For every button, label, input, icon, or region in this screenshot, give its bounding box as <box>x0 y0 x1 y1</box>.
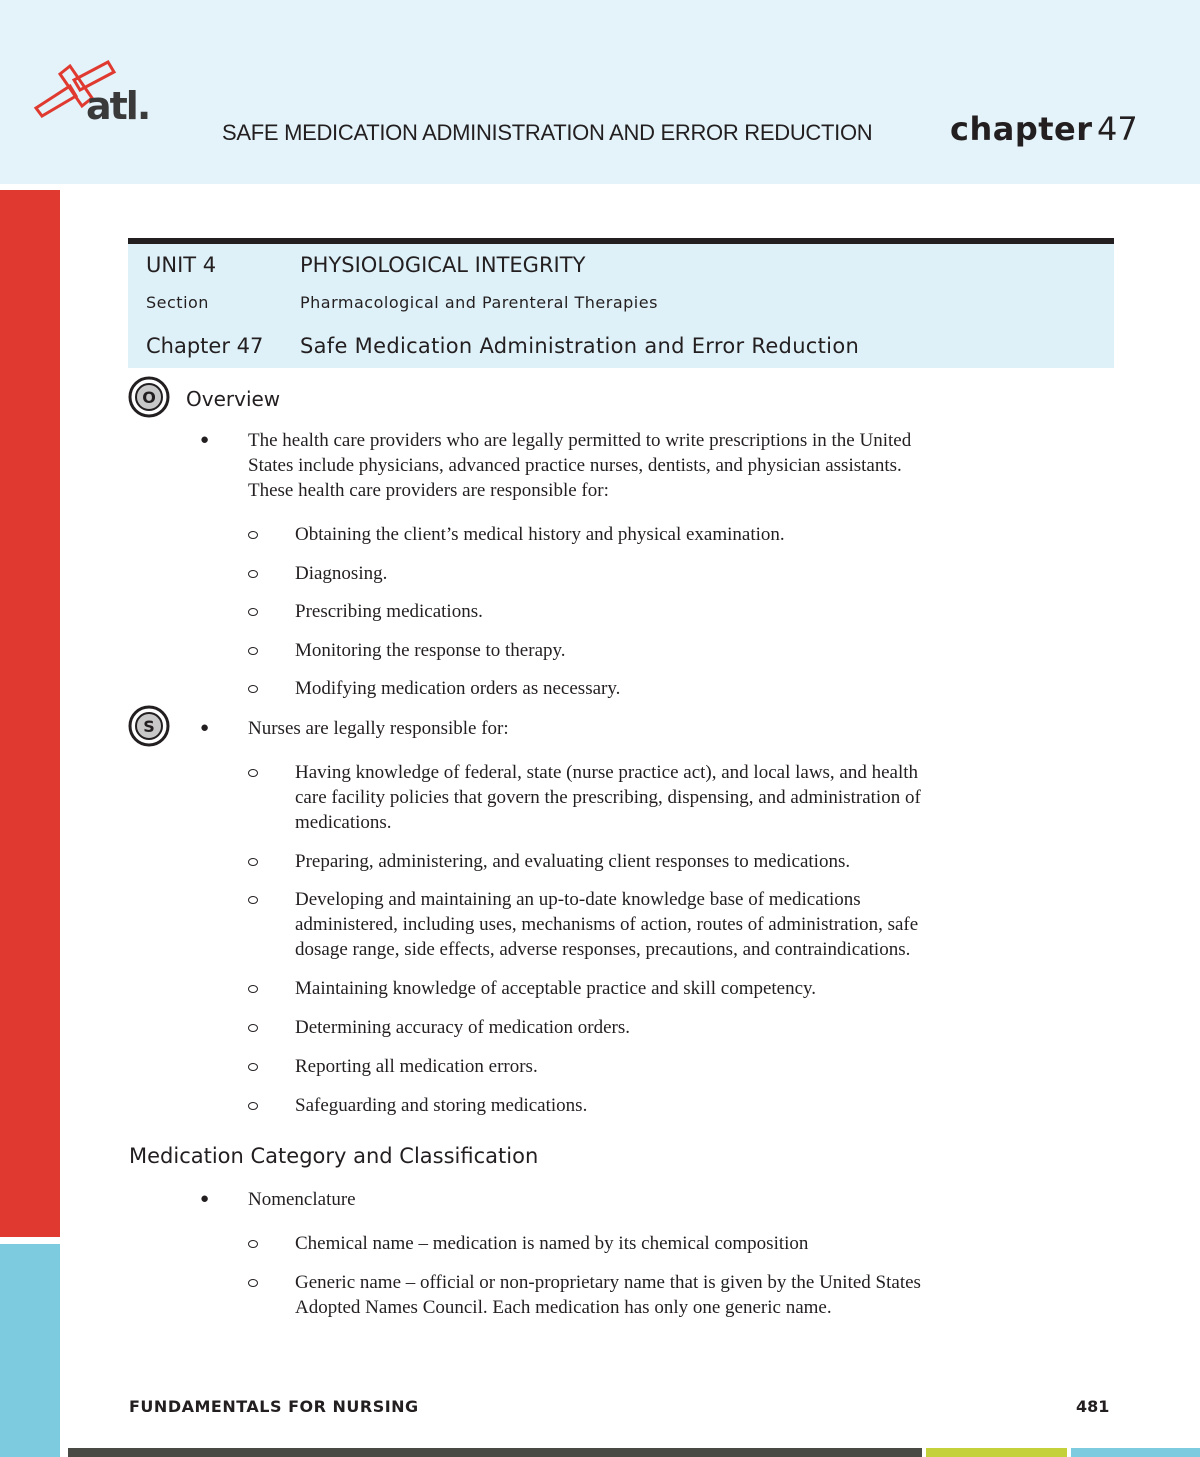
nurse-duty-1-line-1: Having knowledge of federal, state (nurse practice act), and local laws, and health <box>295 762 919 783</box>
side-bar-red <box>0 190 60 1237</box>
provider-duty-3: Prescribing medications. <box>295 601 483 622</box>
chapter-value: Safe Medication Administration and Error Reduction <box>300 334 860 358</box>
provider-duty-4: Monitoring the response to therapy. <box>295 640 566 661</box>
overview-bullet-2: Nurses are legally responsible for: <box>248 718 509 739</box>
overview-icon-letter: O <box>142 388 156 407</box>
bottom-band-dark <box>68 1448 922 1457</box>
side-bar-blue <box>0 1244 60 1457</box>
sub-bullet-icon <box>248 608 258 616</box>
footer-book-title: FUNDAMENTALS FOR NURSING <box>129 1397 419 1416</box>
bottom-band-blue <box>1071 1448 1200 1457</box>
nomenclature-bullet: Nomenclature <box>248 1189 356 1210</box>
sub-bullet-icon <box>248 1024 258 1032</box>
sub-bullet-icon <box>248 1063 258 1071</box>
bullet-dot-icon: ● <box>200 432 210 448</box>
chapter-number: 47 <box>1097 110 1138 148</box>
safety-icon <box>128 705 170 747</box>
chapter-word: chapter <box>950 110 1093 148</box>
section-value: Pharmacological and Parenteral Therapies <box>300 293 658 312</box>
generic-name-item-line-1: Generic name – official or non-proprietary name that is given by the United States <box>295 1272 921 1293</box>
bullet-dot-icon: ● <box>200 720 210 736</box>
generic-name-item-line-2: Adopted Names Council. Each medication has only one generic name. <box>295 1297 832 1318</box>
sub-bullet-icon <box>248 1102 258 1110</box>
nurse-duty-1-line-3: medications. <box>295 812 392 833</box>
overview-bullet-1-line-1: The health care providers who are legally permitted to write prescriptions in the United <box>248 430 912 451</box>
nurse-duty-3-line-3: dosage range, side effects, adverse responses, precautions, and contraindications. <box>295 939 911 960</box>
sub-bullet-icon <box>248 570 258 578</box>
sub-bullet-icon <box>248 531 258 539</box>
chemical-name-item: Chemical name – medication is named by its chemical composition <box>295 1233 809 1254</box>
overview-title: Overview <box>186 387 281 411</box>
sub-bullet-icon <box>248 647 258 655</box>
nurse-duty-5: Determining accuracy of medication orders. <box>295 1017 630 1038</box>
nurse-duty-2: Preparing, administering, and evaluating client responses to medications. <box>295 851 851 872</box>
overview-bullet-1-line-3: These health care providers are responsible for: <box>248 480 609 501</box>
overview-bullet-1-line-2: States include physicians, advanced practice nurses, dentists, and physician assistants. <box>248 455 902 476</box>
provider-duty-1: Obtaining the client’s medical history and physical examination. <box>295 524 785 545</box>
classification-title: Medication Category and Classification <box>129 1144 539 1168</box>
sub-bullet-icon <box>248 1279 258 1287</box>
running-head: SAFE MEDICATION ADMINISTRATION AND ERROR REDUCTION <box>222 120 873 145</box>
bullet-dot-icon: ● <box>200 1191 210 1207</box>
logo-wordmark: atl. <box>86 84 150 128</box>
overview-icon <box>128 376 170 418</box>
sub-bullet-icon <box>248 1240 258 1248</box>
chapter-label: Chapter 47 <box>146 334 264 358</box>
unit-value: PHYSIOLOGICAL INTEGRITY <box>300 253 586 277</box>
sub-bullet-icon <box>248 985 258 993</box>
nurse-duty-1-line-2: care facility policies that govern the prescribing, dispensing, and administration of <box>295 787 921 808</box>
sub-bullet-icon <box>248 858 258 866</box>
provider-duty-5: Modifying medication orders as necessary. <box>295 678 621 699</box>
sub-bullet-icon <box>248 896 258 904</box>
provider-duty-2: Diagnosing. <box>295 563 388 584</box>
sub-bullet-icon <box>248 685 258 693</box>
unit-label: UNIT 4 <box>146 253 217 277</box>
nurse-duty-3-line-2: administered, including uses, mechanisms of action, routes of administration, safe <box>295 914 919 935</box>
nurse-duty-6: Reporting all medication errors. <box>295 1056 538 1077</box>
nurse-duty-3-line-1: Developing and maintaining an up-to-date knowledge base of medications <box>295 889 861 910</box>
safety-icon-letter: S <box>143 717 155 736</box>
sub-bullet-icon <box>248 769 258 777</box>
section-label: Section <box>146 293 209 312</box>
header-band <box>0 0 1200 184</box>
footer-page-number: 481 <box>1076 1397 1110 1416</box>
nurse-duty-7: Safeguarding and storing medications. <box>295 1095 588 1116</box>
nurse-duty-4: Maintaining knowledge of acceptable practice and skill competency. <box>295 978 817 999</box>
bottom-band-lime <box>926 1448 1067 1457</box>
